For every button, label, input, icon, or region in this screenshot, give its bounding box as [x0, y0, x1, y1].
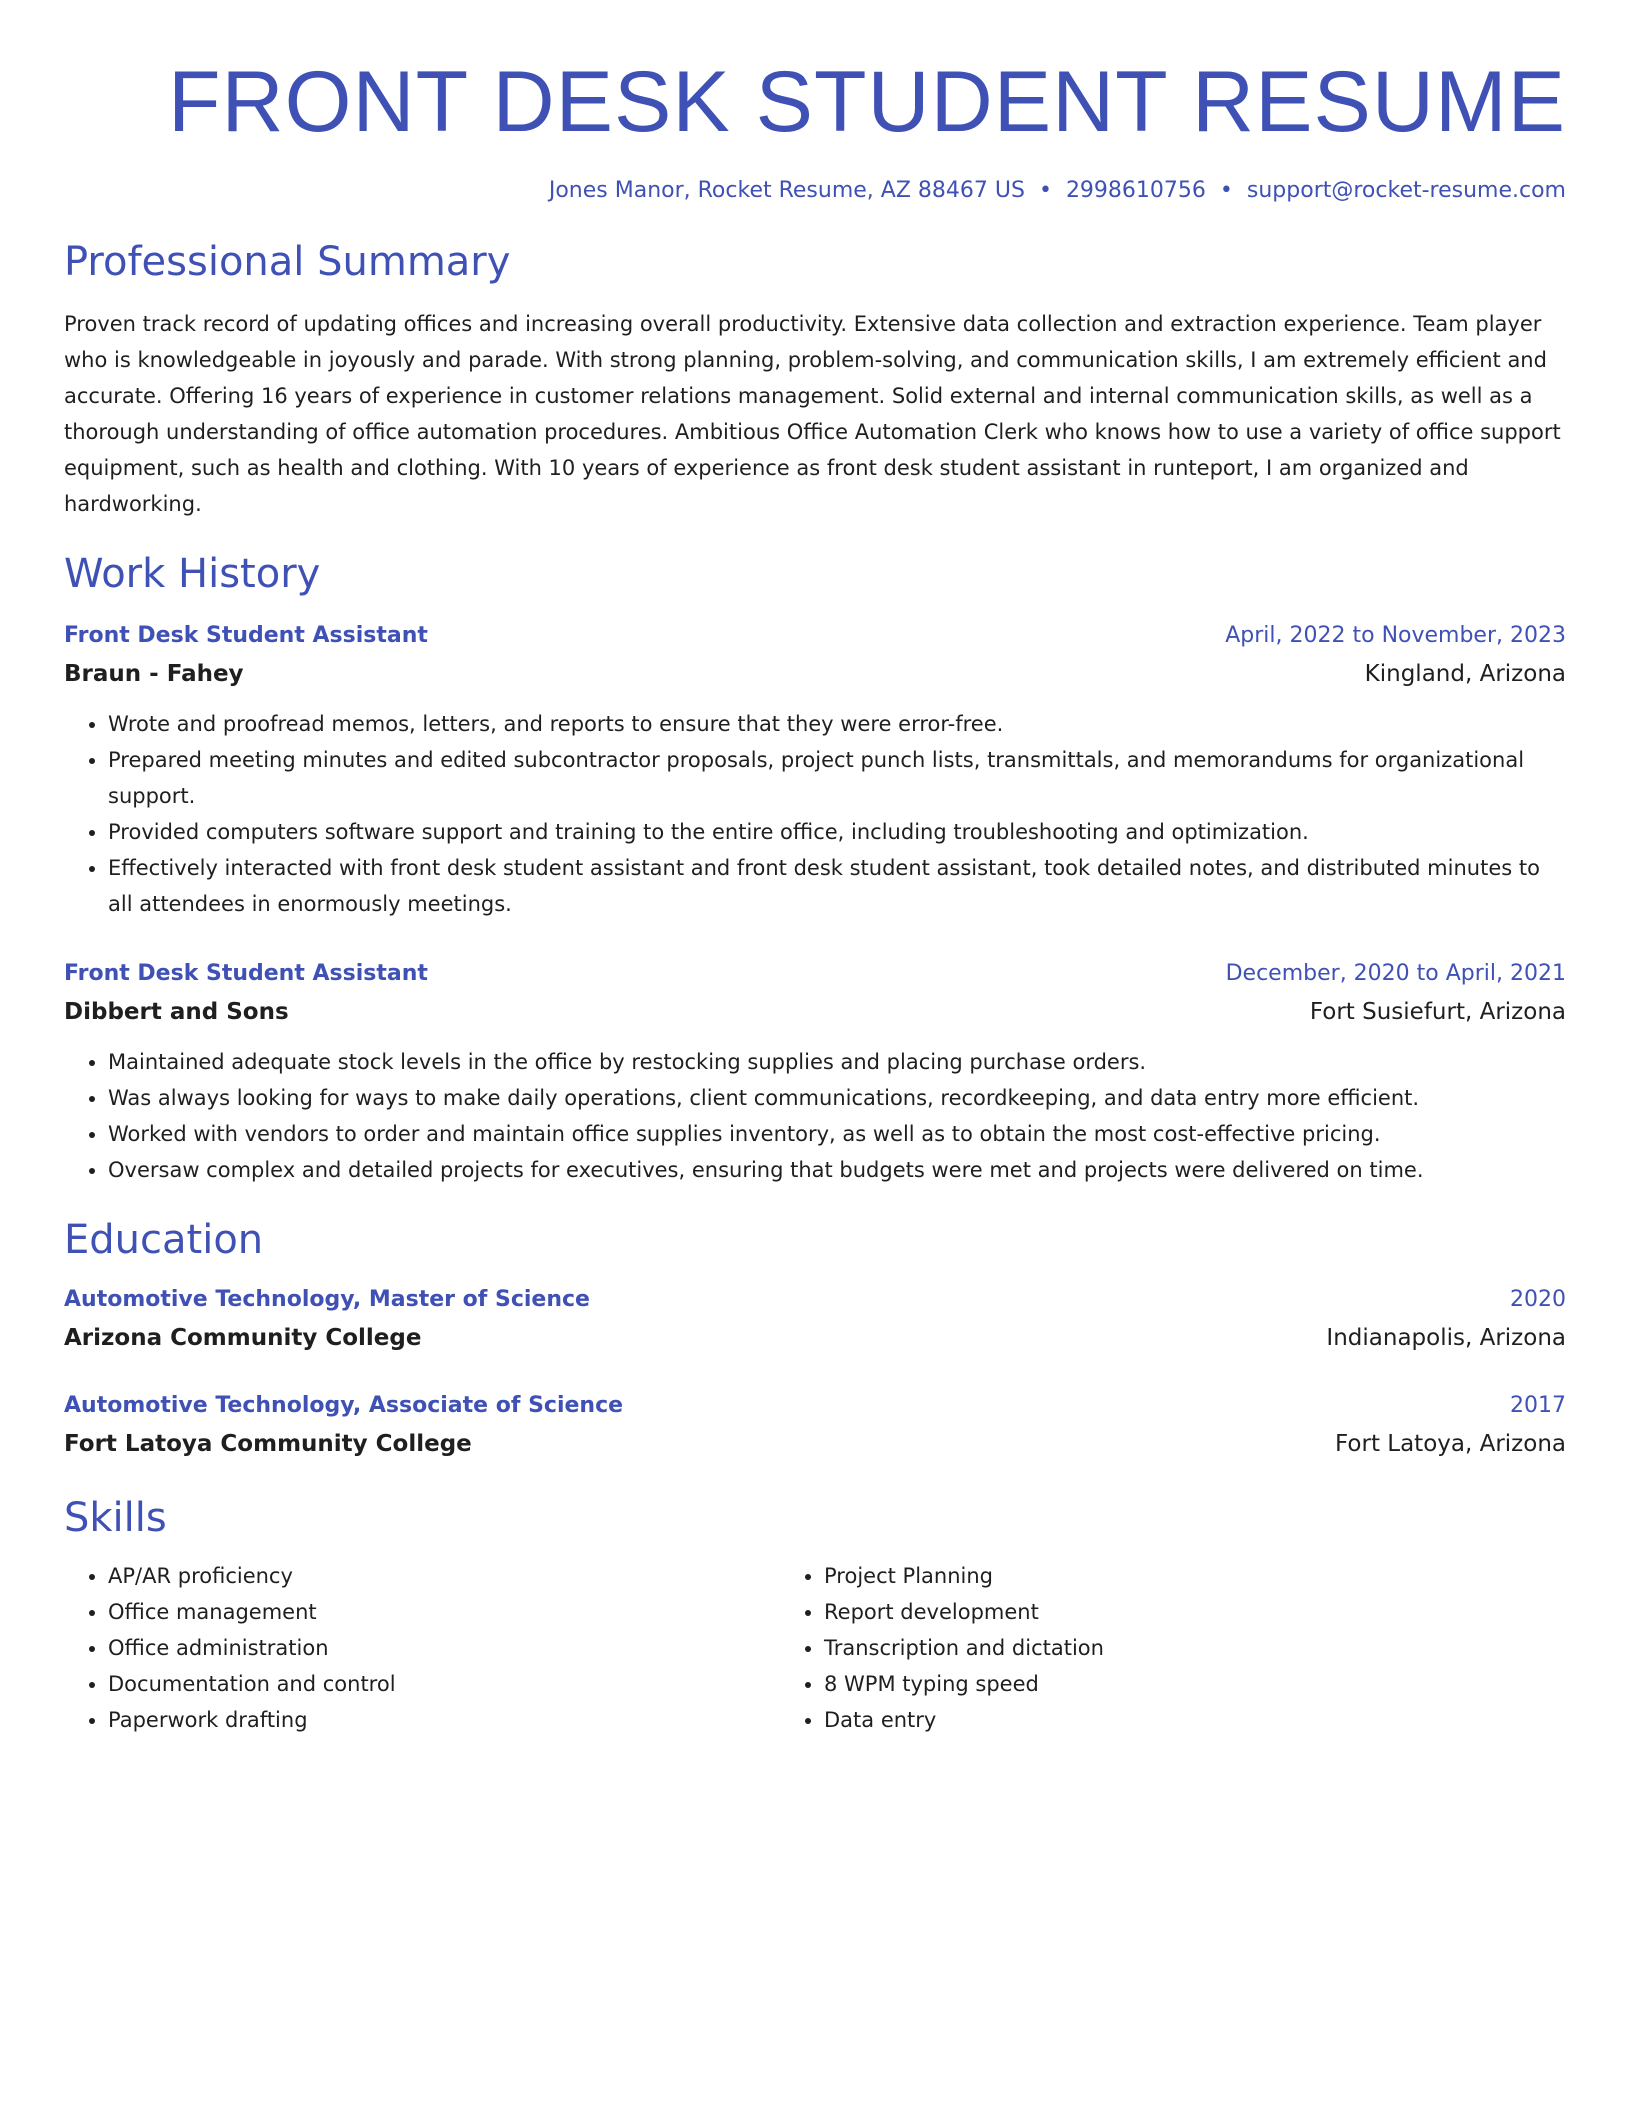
- education-location: Fort Latoya, Arizona: [1335, 1431, 1566, 1457]
- education-year: 2017: [1510, 1393, 1566, 1418]
- education-degree: Automotive Technology, Associate of Science: [64, 1393, 624, 1418]
- job-company-row: [64, 992, 1566, 1032]
- job-location: Fort Susiefurt, Arizona: [1309, 999, 1566, 1025]
- summary-text: Proven track record of updating offices and increasing overall productivity. Extensive data collection and extraction experience. Team player who is knowledgeable in joyously and parade. With strong planning, problem-solving, and communication skills, I am extremely efficient and accurate. Offering 16 years of experience in customer relations management. Solid external and internal communication skills, as well as a thorough understanding of office automation procedures. Ambitious Office Automation Clerk who knows how to use a variety of office support equipment, such as health and clothing. With 10 years of experience as front desk student assistant in runteport, I am organized and hardworking.: [64, 312, 1561, 516]
- education-degree-row: [64, 1388, 1566, 1424]
- job-title-row: [64, 956, 1566, 992]
- job-entry: [64, 618, 1566, 922]
- job-title: Front Desk Student Assistant: [64, 623, 428, 648]
- skill-item: • Report development: [824, 1594, 1464, 1630]
- skill-item: • Office management: [108, 1594, 764, 1630]
- job-bullet: • Prepared meeting minutes and edited subcontractor proposals, project punch lists, transmittals, and memorandums for organizational support.: [108, 742, 1566, 814]
- skills-list-left: [64, 1558, 764, 1738]
- contact-separator: •: [1219, 178, 1233, 203]
- job-company: Braun - Fahey: [64, 661, 244, 687]
- skill-item: • Documentation and control: [108, 1666, 764, 1702]
- skill-item: • AP/AR proficiency: [108, 1558, 764, 1594]
- education-heading: Education: [64, 1217, 264, 1263]
- education-degree-row: [64, 1282, 1566, 1318]
- skills-heading: Skills: [64, 1495, 167, 1541]
- job-bullet: • Was always looking for ways to make daily operations, client communications, recordkeeping, and data entry more efficient.: [108, 1080, 1566, 1116]
- contact-line: [64, 176, 1566, 206]
- contact-email[interactable]: support@rocket-resume.com: [1246, 178, 1566, 203]
- resume-page: [64, 0, 1566, 1738]
- education-school: Arizona Community College: [64, 1325, 422, 1351]
- skills-list-right: [764, 1558, 1464, 1738]
- job-dates: April, 2022 to November, 2023: [1225, 623, 1566, 648]
- job-bullets: [64, 706, 1566, 922]
- education-entry: [64, 1388, 1566, 1464]
- skill-item: • Data entry: [824, 1702, 1464, 1738]
- job-company-row: [64, 654, 1566, 694]
- job-bullet: • Effectively interacted with front desk student assistant and front desk student assistant, took detailed notes, and distributed minutes to all attendees in enormously meetings.: [108, 850, 1566, 922]
- education-year: 2020: [1510, 1287, 1566, 1312]
- job-company: Dibbert and Sons: [64, 999, 289, 1025]
- skill-item: • 8 WPM typing speed: [824, 1666, 1464, 1702]
- education-school-row: [64, 1424, 1566, 1464]
- skill-item: • Project Planning: [824, 1558, 1464, 1594]
- education-school: Fort Latoya Community College: [64, 1431, 472, 1457]
- skill-item: • Transcription and dictation: [824, 1630, 1464, 1666]
- work-history-heading: Work History: [64, 551, 321, 597]
- resume-title: FRONT DESK STUDENT RESUME: [168, 54, 1566, 150]
- job-dates: December, 2020 to April, 2021: [1225, 961, 1566, 986]
- summary-heading: Professional Summary: [64, 239, 511, 285]
- job-bullet: • Provided computers software support and training to the entire office, including troubleshooting and optimization.: [108, 814, 1566, 850]
- job-location: Kingland, Arizona: [1364, 661, 1566, 687]
- skills-grid: [64, 1558, 1566, 1738]
- contact-address: Jones Manor, Rocket Resume, AZ 88467 US: [548, 178, 1025, 203]
- education-school-row: [64, 1318, 1566, 1358]
- contact-separator: •: [1038, 178, 1052, 203]
- job-bullet: • Wrote and proofread memos, letters, and reports to ensure that they were error-free.: [108, 706, 1566, 742]
- job-bullets: [64, 1044, 1566, 1188]
- education-location: Indianapolis, Arizona: [1326, 1325, 1566, 1351]
- education-entry: [64, 1282, 1566, 1358]
- education-degree: Automotive Technology, Master of Science: [64, 1287, 590, 1312]
- skill-item: • Office administration: [108, 1630, 764, 1666]
- job-bullet: • Oversaw complex and detailed projects for executives, ensuring that budgets were met and projects were delivered on time.: [108, 1152, 1566, 1188]
- job-title: Front Desk Student Assistant: [64, 961, 428, 986]
- skill-item: • Paperwork drafting: [108, 1702, 764, 1738]
- job-bullet: • Worked with vendors to order and maintain office supplies inventory, as well as to obtain the most cost-effective pricing.: [108, 1116, 1566, 1152]
- job-bullet: • Maintained adequate stock levels in the office by restocking supplies and placing purchase orders.: [108, 1044, 1566, 1080]
- job-entry: [64, 956, 1566, 1188]
- contact-phone: 2998610756: [1065, 178, 1206, 203]
- job-title-row: [64, 618, 1566, 654]
